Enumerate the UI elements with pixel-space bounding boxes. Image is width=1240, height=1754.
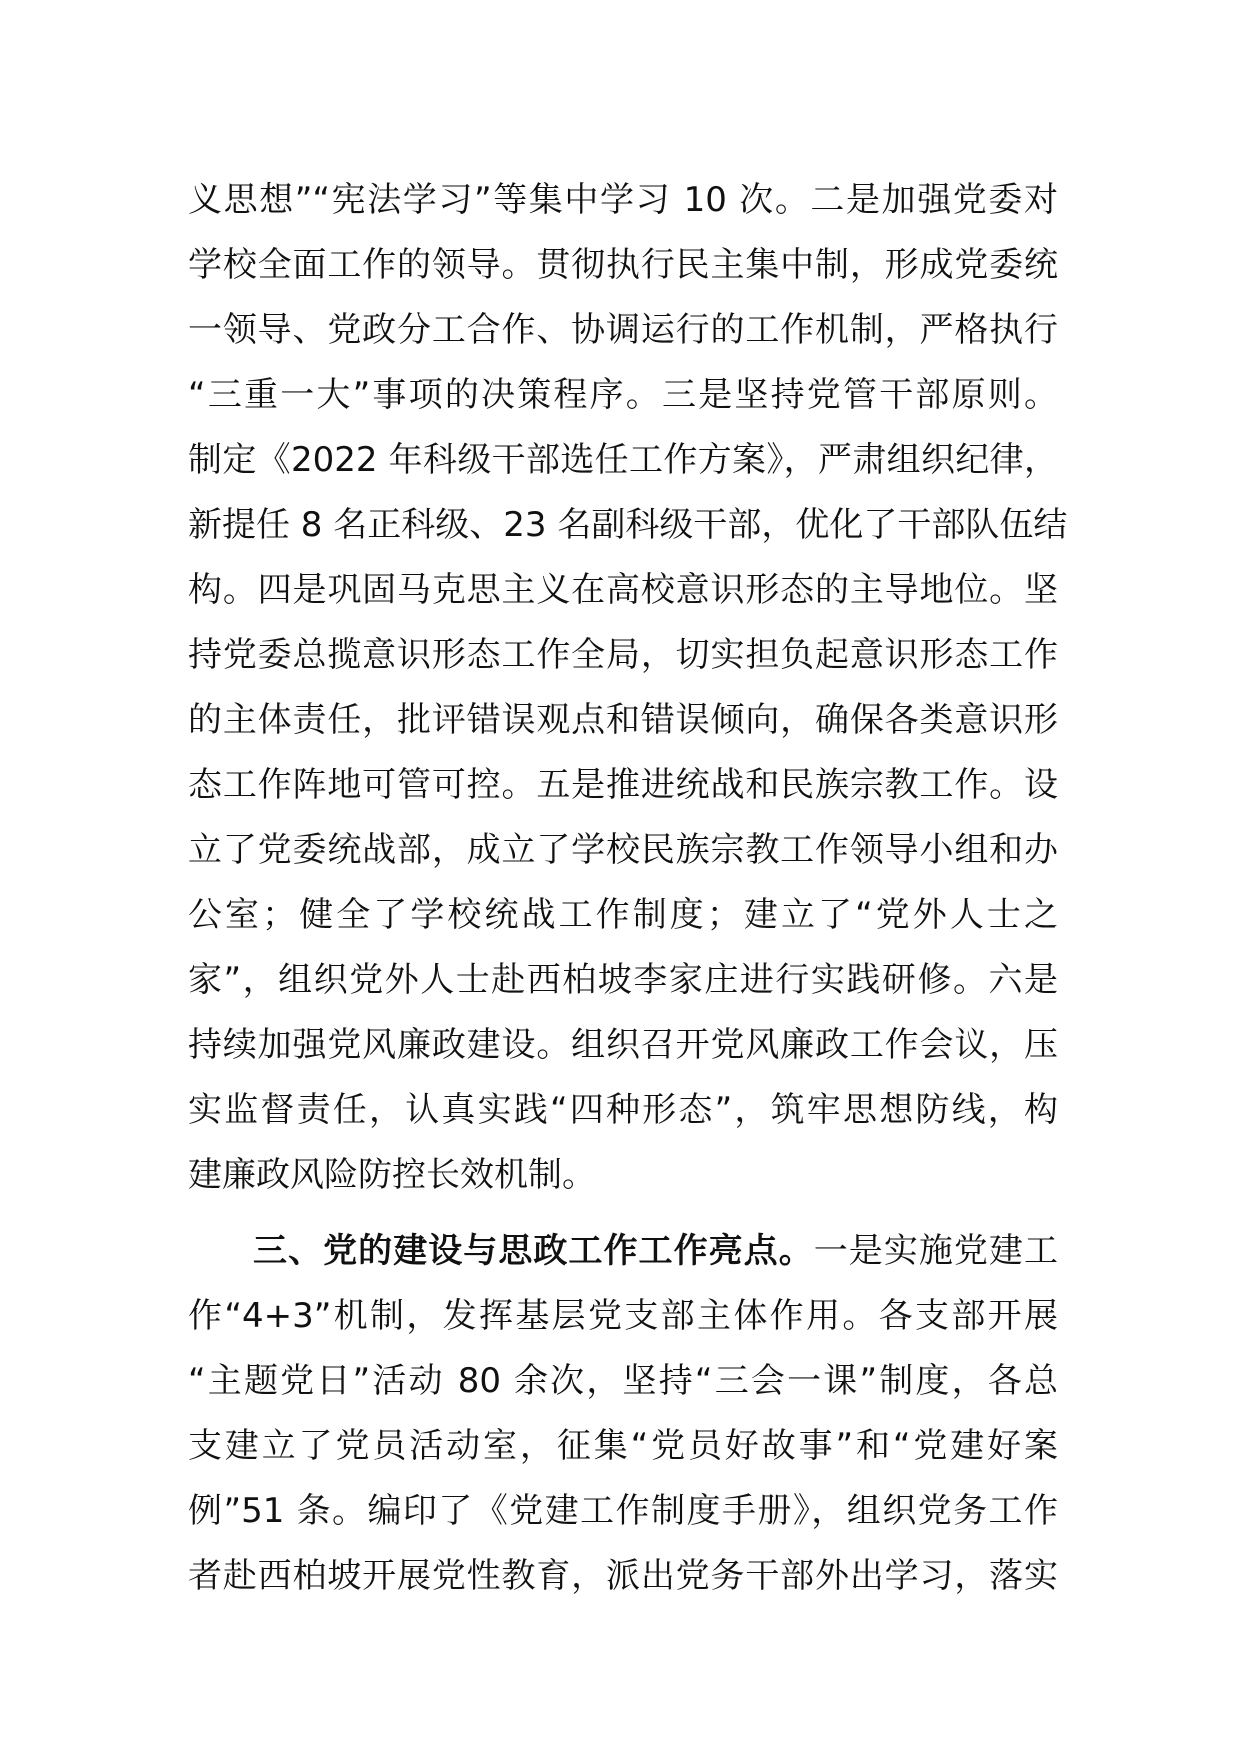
document-body <box>188 168 1068 1609</box>
text-line: 立了党委统战部，成立了学校民族宗教工作领导小组和办 <box>188 830 1058 870</box>
text-line: 一领导、党政分工合作、协调运行的工作机制，严格执行 <box>188 310 1058 350</box>
text-line: 持党委总揽意识形态工作全局，切实担负起意识形态工作 <box>188 635 1058 675</box>
text-line-first <box>188 1219 1058 1284</box>
text-line: 建廉政风险防控长效机制。 <box>188 1155 596 1195</box>
text-line: 的主体责任，批评错误观点和错误倾向，确保各类意识形 <box>188 700 1058 740</box>
text-line: 家”，组织党外人士赴西柏坡李家庄进行实践研修。六是 <box>188 960 1058 1000</box>
section-heading: 三、党的建设与思政工作工作亮点。 <box>252 1231 814 1271</box>
paragraph-party-building-work <box>188 168 1068 1208</box>
text-line: 新提任 8 名正科级、23 名副科级干部，优化了干部队伍结 <box>188 505 1068 545</box>
text-line: “主题党日”活动 80 余次，坚持“三会一课”制度，各总 <box>188 1361 1058 1401</box>
text-line: 支建立了党员活动室，征集“党员好故事”和“党建好案 <box>188 1426 1058 1466</box>
text-line: 制定《2022 年科级干部选任工作方案》，严肃组织纪律， <box>188 440 1058 480</box>
text-line: 构。四是巩固马克思主义在高校意识形态的主导地位。坚 <box>188 570 1058 610</box>
text-line: 例”51 条。编印了《党建工作制度手册》，组织党务工作 <box>188 1491 1058 1531</box>
text-line: 态工作阵地可管可控。五是推进统战和民族宗教工作。设 <box>188 765 1058 805</box>
paragraph-highlights <box>188 1219 1058 1609</box>
paragraph-spacer <box>188 1208 1058 1219</box>
text-line: 作“4+3”机制，发挥基层党支部主体作用。各支部开展 <box>188 1296 1058 1336</box>
text-line: 持续加强党风廉政建设。组织召开党风廉政工作会议，压 <box>188 1025 1058 1065</box>
text-line: “三重一大”事项的决策程序。三是坚持党管干部原则。 <box>188 375 1058 415</box>
text-line: 实监督责任，认真实践“四种形态”，筑牢思想防线，构 <box>188 1090 1058 1130</box>
text-line: 学校全面工作的领导。贯彻执行民主集中制，形成党委统 <box>188 245 1058 285</box>
text-line: 义思想”“宪法学习”等集中学习 10 次。二是加强党委对 <box>188 180 1058 220</box>
heading-line-rest: 一是实施党建工 <box>813 1231 1059 1271</box>
text-line: 者赴西柏坡开展党性教育，派出党务干部外出学习，落实 <box>188 1556 1058 1596</box>
text-line: 公室；健全了学校统战工作制度；建立了“党外人士之 <box>188 895 1058 935</box>
